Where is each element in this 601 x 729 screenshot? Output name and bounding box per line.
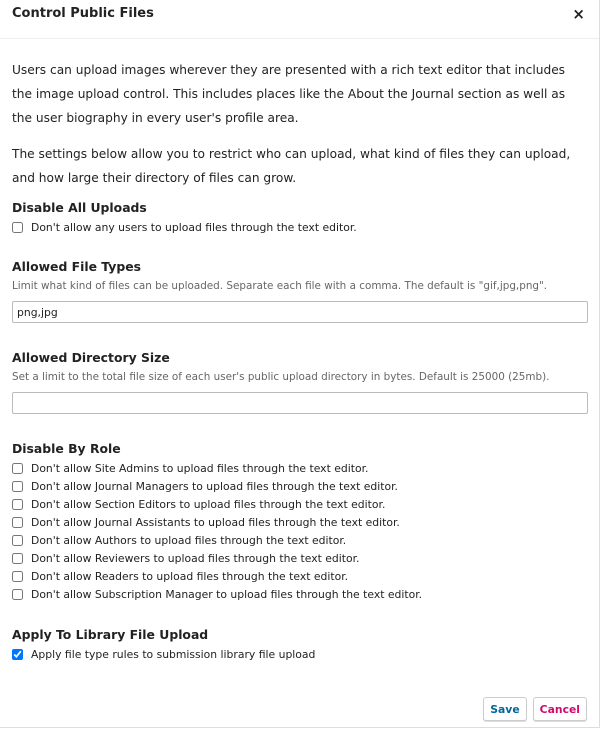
library-section xyxy=(12,627,587,663)
role-checkbox-journal-assistants[interactable] xyxy=(12,517,23,528)
role-checkbox-subscription-manager[interactable] xyxy=(12,589,23,600)
role-checkbox-row[interactable] xyxy=(12,531,587,549)
cancel-button[interactable]: Cancel xyxy=(533,697,587,721)
role-checkbox-journal-managers[interactable] xyxy=(12,481,23,492)
disable-all-checkbox[interactable] xyxy=(12,222,23,233)
role-checkbox-row[interactable] xyxy=(12,513,587,531)
role-label: Don't allow Journal Assistants to upload files through the text editor. xyxy=(31,515,400,529)
roles-title: Disable By Role xyxy=(12,441,121,456)
modal-footer xyxy=(483,697,587,721)
file-types-input[interactable] xyxy=(12,301,588,323)
role-checkbox-authors[interactable] xyxy=(12,535,23,546)
save-button[interactable]: Save xyxy=(483,697,526,721)
modal-title: Control Public Files xyxy=(12,6,154,21)
role-label: Don't allow Journal Managers to upload files through the text editor. xyxy=(31,479,398,493)
file-types-title: Allowed File Types xyxy=(12,259,142,274)
roles-list xyxy=(12,459,587,603)
dir-size-section xyxy=(12,350,587,414)
disable-all-title: Disable All Uploads xyxy=(12,200,147,215)
roles-section xyxy=(12,441,587,603)
disable-all-label: Don't allow any users to upload files through the text editor. xyxy=(31,220,357,234)
dir-size-title: Allowed Directory Size xyxy=(12,350,170,365)
role-checkbox-row[interactable] xyxy=(12,549,587,567)
role-label: Don't allow Readers to upload files through the text editor. xyxy=(31,569,349,583)
dir-size-help: Set a limit to the total file size of each user's public upload directory in bytes. Default is 25000 (25mb). xyxy=(12,371,550,383)
role-label: Don't allow Site Admins to upload files through the text editor. xyxy=(31,461,369,475)
role-checkbox-row[interactable] xyxy=(12,459,587,477)
role-checkbox-row[interactable] xyxy=(12,585,587,603)
dir-size-input[interactable] xyxy=(12,392,588,414)
modal-content xyxy=(12,58,587,663)
role-label: Don't allow Reviewers to upload files through the text editor. xyxy=(31,551,360,565)
role-checkbox-readers[interactable] xyxy=(12,571,23,582)
role-label: Don't allow Subscription Manager to upload files through the text editor. xyxy=(31,587,423,601)
library-label: Apply file type rules to submission library file upload xyxy=(31,647,316,661)
role-label: Don't allow Authors to upload files through the text editor. xyxy=(31,533,347,547)
role-checkbox-section-editors[interactable] xyxy=(12,499,23,510)
role-checkbox-row[interactable] xyxy=(12,477,587,495)
intro-paragraph-2: The settings below allow you to restrict who can upload, what kind of files they can upload, and how large their directory of files can grow. xyxy=(12,147,571,185)
library-checkbox[interactable] xyxy=(12,649,23,660)
role-checkbox-row[interactable] xyxy=(12,495,587,513)
role-label: Don't allow Section Editors to upload files through the text editor. xyxy=(31,497,386,511)
role-checkbox-reviewers[interactable] xyxy=(12,553,23,564)
file-types-help: Limit what kind of files can be uploaded. Separate each file with a comma. The default is "gif,jpg,png". xyxy=(12,280,548,292)
disable-all-section xyxy=(12,200,587,236)
library-checkbox-row[interactable] xyxy=(12,645,587,663)
intro-paragraph-1: Users can upload images wherever they are presented with a rich text editor that includes the image upload control. This includes places like the About the Journal section as well as the user biography in every user's profile area. xyxy=(12,63,566,125)
disable-all-checkbox-row[interactable] xyxy=(12,218,587,236)
file-types-section xyxy=(12,259,587,323)
close-icon[interactable]: × xyxy=(572,5,585,23)
role-checkbox-row[interactable] xyxy=(12,567,587,585)
header-divider xyxy=(0,38,599,39)
library-title: Apply To Library File Upload xyxy=(12,627,209,642)
role-checkbox-site-admins[interactable] xyxy=(12,463,23,474)
